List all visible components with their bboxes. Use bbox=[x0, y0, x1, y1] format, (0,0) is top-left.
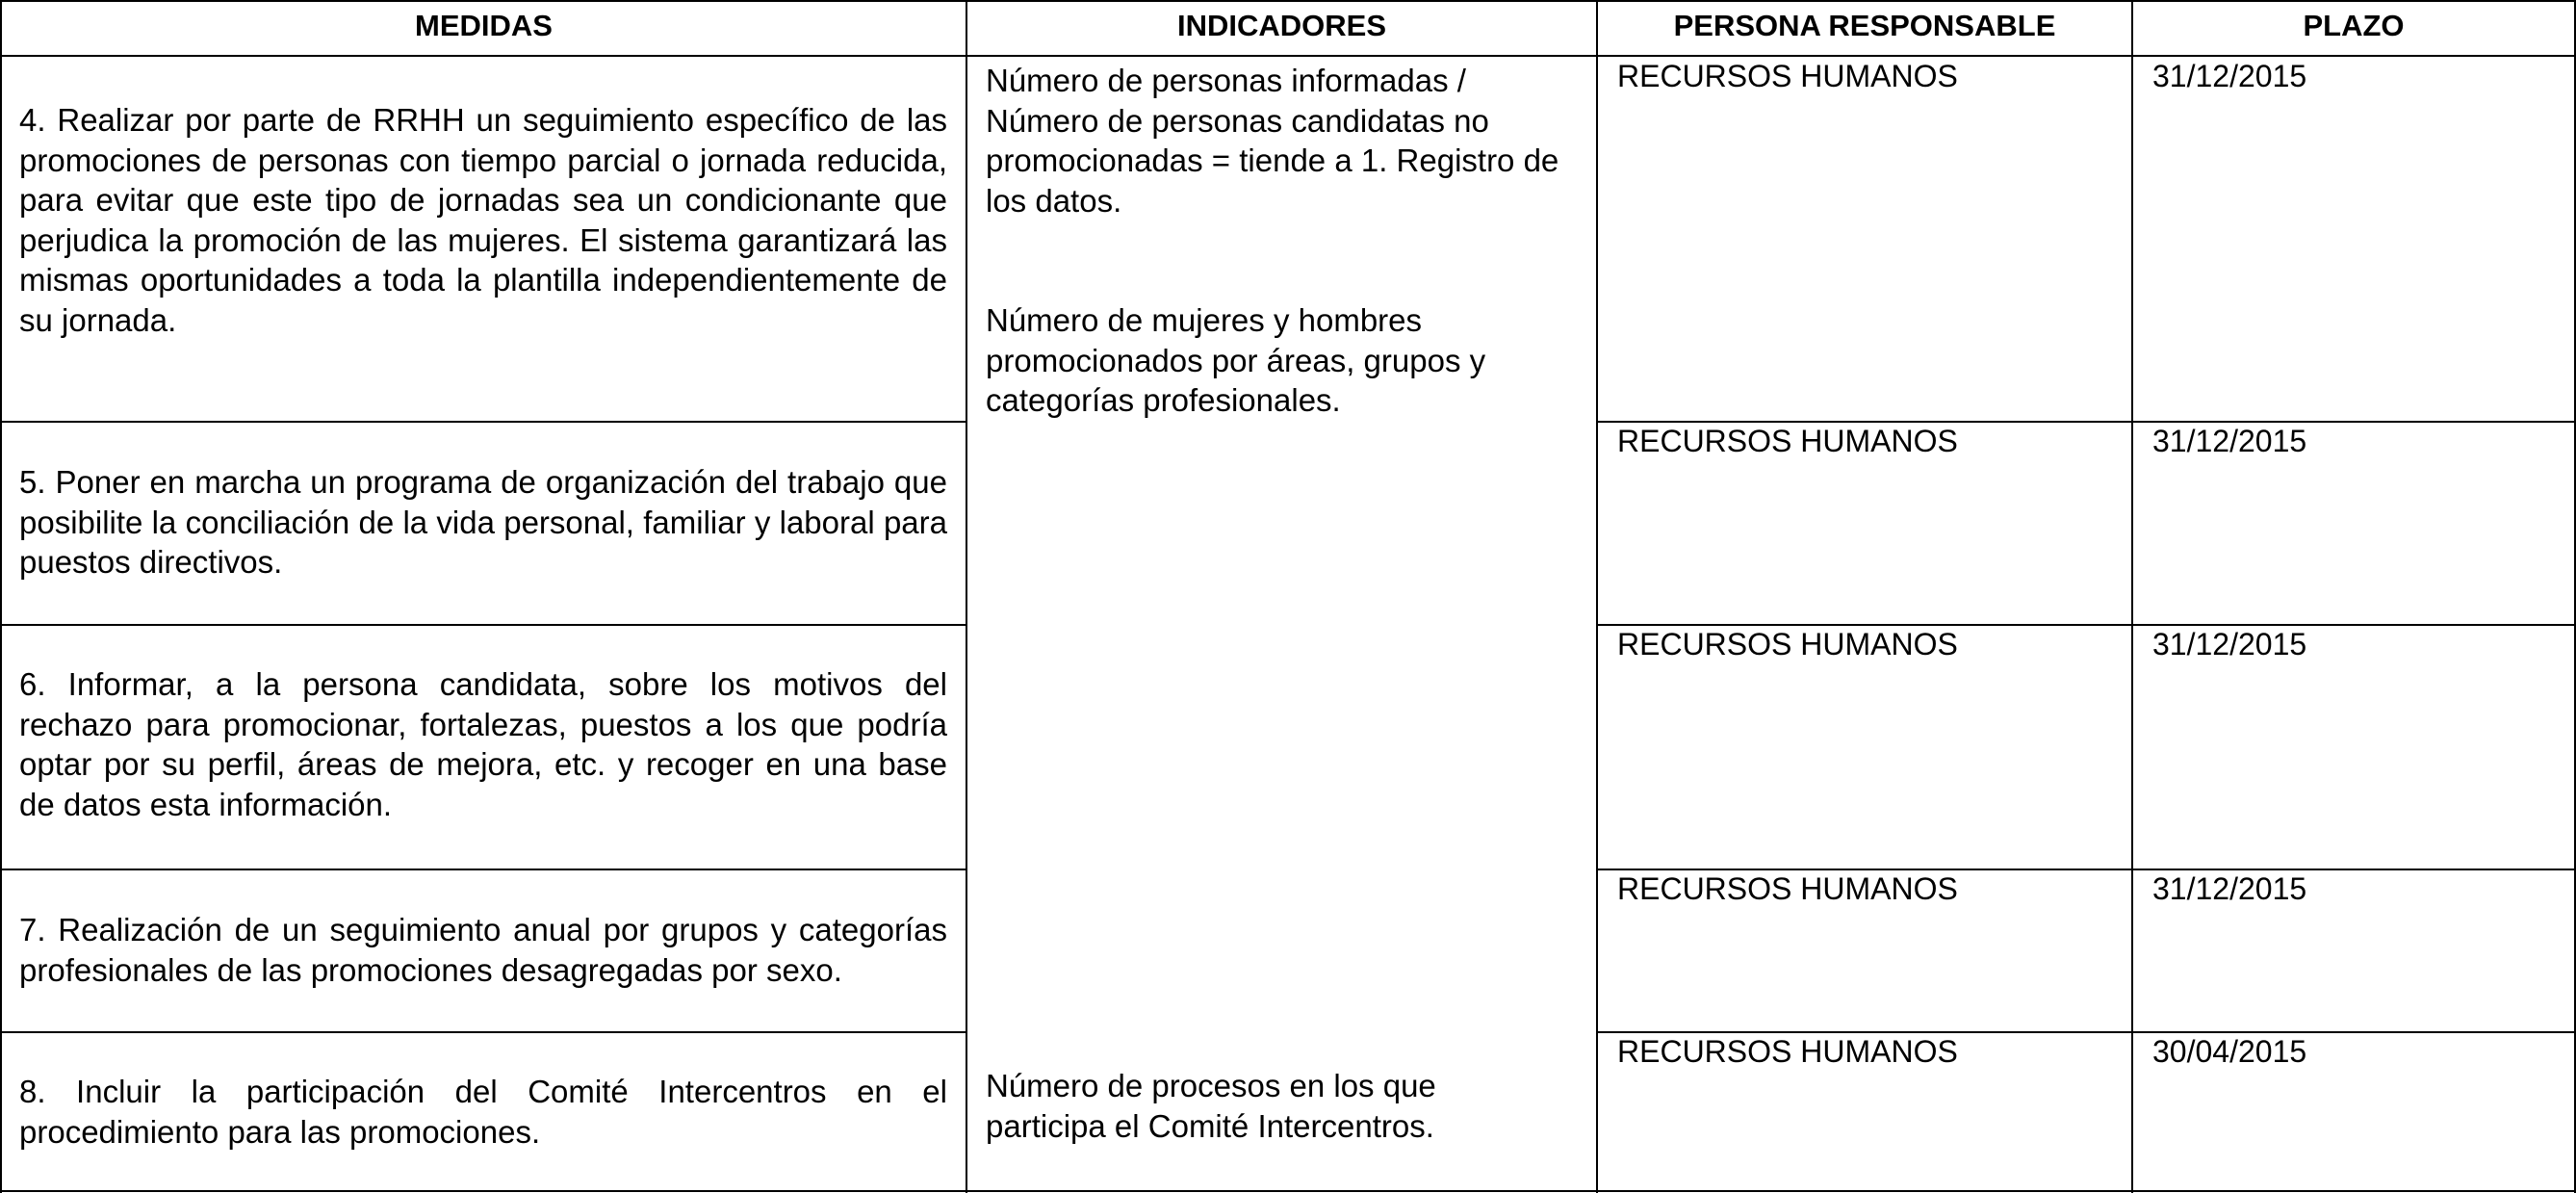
header-persona-responsable: PERSONA RESPONSABLE bbox=[1673, 9, 2056, 42]
medida-7: 7. Realización de un seguimiento anual por grupos y categorías profesionales de las promociones desagregadas por sexo. bbox=[19, 912, 947, 988]
table-border bbox=[0, 1190, 2576, 1192]
header-plazo: PLAZO bbox=[2303, 9, 2405, 42]
table-border bbox=[0, 1031, 966, 1033]
medida-4: 4. Realizar por parte de RRHH un seguimiento específico de las promociones de personas con tiempo parcial o jornada reducida, para evitar que este tipo de jornadas sea un condicionante que perjudica la promoción de las mujeres. El sistema garantizará las mismas oportunidades a toda la plantilla independientemente de su jornada. bbox=[19, 102, 947, 338]
table-border bbox=[0, 869, 966, 870]
medida-6: 6. Informar, a la persona candidata, sobre los motivos del rechazo para promocionar, fortalezas, puestos a los que podría optar por su perfil, áreas de mejora, etc. y recoger en una base de datos esta información. bbox=[19, 666, 947, 822]
indicador-comite: Número de procesos en los que participa el Comité Intercentros. bbox=[986, 1068, 1436, 1144]
table-border bbox=[1596, 0, 1598, 1193]
plazo-4: 31/12/2015 bbox=[2152, 59, 2307, 93]
header-indicadores: INDICADORES bbox=[1176, 9, 1386, 42]
indicador-informadas: Número de personas informadas / Número de personas candidatas no promocionadas = tiende a 1. Registro de los datos. bbox=[986, 63, 1559, 219]
header-medidas: MEDIDAS bbox=[415, 9, 553, 42]
medida-5: 5. Poner en marcha un programa de organización del trabajo que posibilite la conciliación de la vida personal, familiar y laboral para puestos directivos. bbox=[19, 464, 947, 580]
plazo-8: 30/04/2015 bbox=[2152, 1034, 2307, 1069]
table-border bbox=[0, 624, 966, 626]
responsable-8: RECURSOS HUMANOS bbox=[1617, 1034, 1958, 1069]
table-border bbox=[0, 0, 2, 1193]
indicador-promocionados: Número de mujeres y hombres promocionados por áreas, grupos y categorías profesionales. bbox=[986, 302, 1486, 418]
responsable-4: RECURSOS HUMANOS bbox=[1617, 59, 1958, 93]
table-border bbox=[0, 421, 966, 423]
medida-8: 8. Incluir la participación del Comité Intercentros en el procedimiento para las promociones. bbox=[19, 1074, 947, 1150]
plazo-7: 31/12/2015 bbox=[2152, 871, 2307, 906]
table-border bbox=[966, 0, 967, 1193]
plazo-5: 31/12/2015 bbox=[2152, 424, 2307, 458]
plazo-6: 31/12/2015 bbox=[2152, 627, 2307, 661]
responsable-6: RECURSOS HUMANOS bbox=[1617, 627, 1958, 661]
table-border bbox=[2131, 0, 2133, 1193]
responsable-7: RECURSOS HUMANOS bbox=[1617, 871, 1958, 906]
responsable-5: RECURSOS HUMANOS bbox=[1617, 424, 1958, 458]
